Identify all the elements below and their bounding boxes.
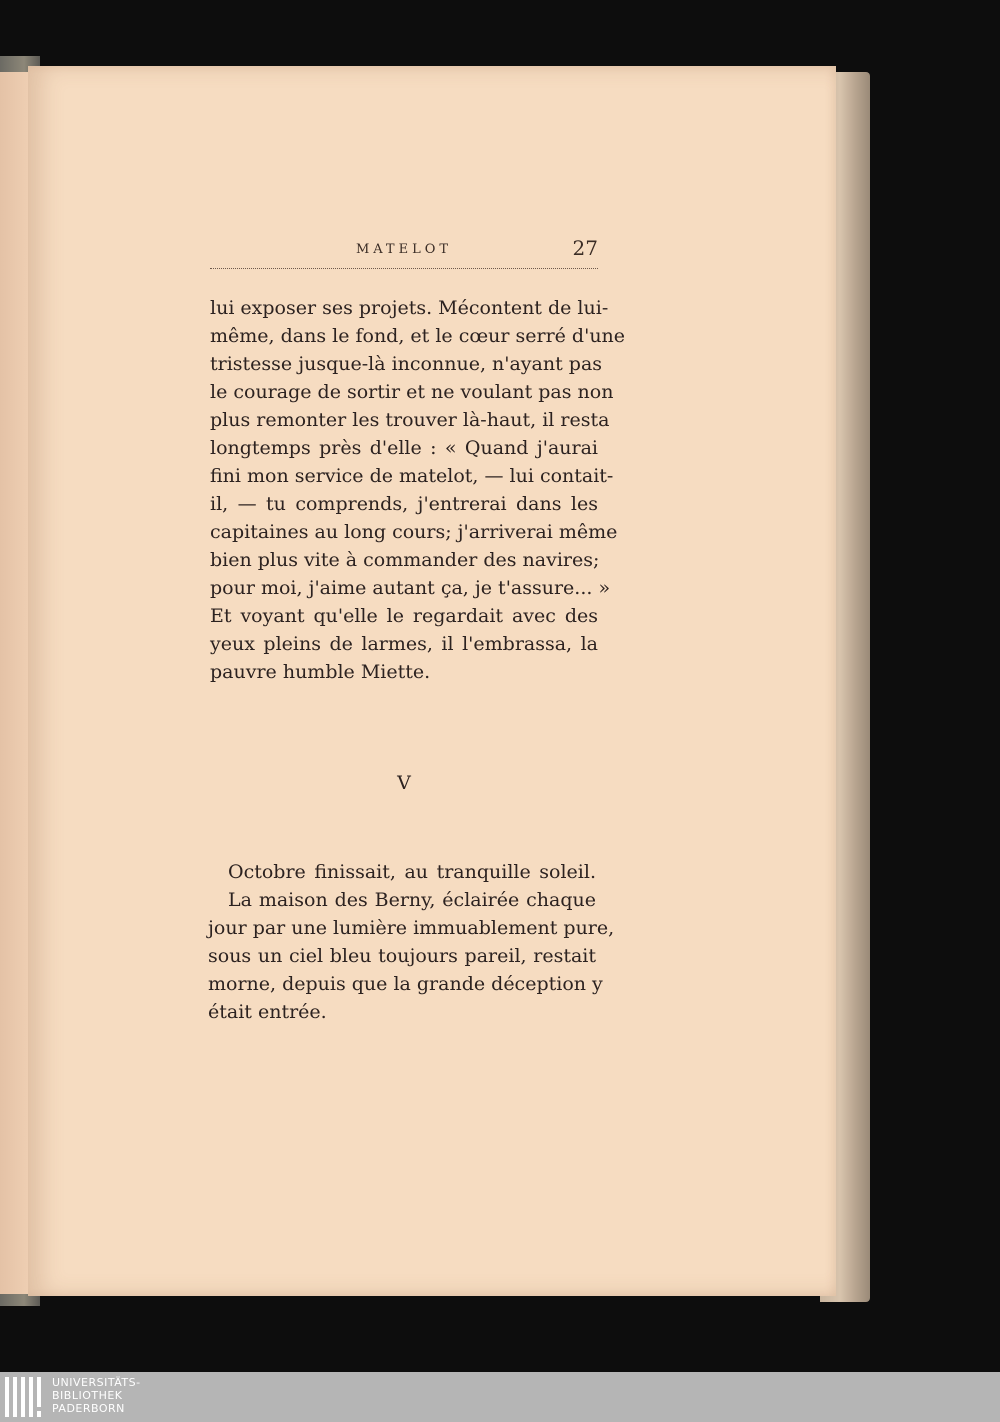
text-line: était entrée. — [208, 1001, 327, 1023]
text-line: plus remonter les trouver là-haut, il resta — [210, 409, 610, 431]
text-line: sous un ciel bleu toujours pareil, restait — [208, 945, 596, 967]
text-line: capitaines au long cours; j'arriverai même — [210, 521, 618, 543]
logo-line: BIBLIOTHEK — [52, 1389, 123, 1402]
library-footer — [0, 1372, 1000, 1422]
text-line: le courage de sortir et ne voulant pas non — [210, 381, 614, 403]
chapter-heading: V — [397, 772, 411, 794]
text-line: pour moi, j'aime autant ça, je t'assure... » — [210, 577, 611, 599]
left-page-edge — [0, 72, 30, 1294]
text-line: jour par une lumière immuablement pure, — [208, 917, 615, 939]
text-line: La maison des Berny, éclairée chaque — [228, 889, 596, 911]
text-line: Octobre finissait, au tranquille soleil. — [228, 861, 596, 883]
paragraph-2 — [208, 858, 615, 1026]
logo-line: PADERBORN — [52, 1402, 125, 1415]
library-logo-text — [52, 1376, 141, 1415]
text-line: bien plus vite à commander des navires; — [210, 549, 600, 571]
text-line: longtemps près d'elle : « Quand j'aurai — [210, 437, 598, 459]
library-logo-icon — [5, 1377, 47, 1417]
text-line: il, — tu comprends, j'entrerai dans les — [210, 493, 598, 515]
text-line: fini mon service de matelot, — lui contait- — [210, 465, 614, 487]
page-number: 27 — [572, 236, 598, 260]
logo-line: UNIVERSITÄTS- — [52, 1376, 141, 1389]
text-line: pauvre humble Miette. — [210, 661, 431, 683]
text-line: morne, depuis que la grande déception y — [208, 973, 603, 995]
text-line: Et voyant qu'elle le regardait avec des — [210, 605, 598, 627]
text-line: même, dans le fond, et le cœur serré d'une — [210, 325, 626, 347]
running-head-title: MATELOT — [355, 242, 453, 257]
paragraph-1 — [210, 294, 626, 686]
text-line: lui exposer ses projets. Mécontent de lui- — [210, 297, 609, 319]
running-head — [210, 238, 598, 269]
text-line: tristesse jusque-là inconnue, n'ayant pas — [210, 353, 603, 375]
text-line: yeux pleins de larmes, il l'embrassa, la — [210, 633, 598, 655]
